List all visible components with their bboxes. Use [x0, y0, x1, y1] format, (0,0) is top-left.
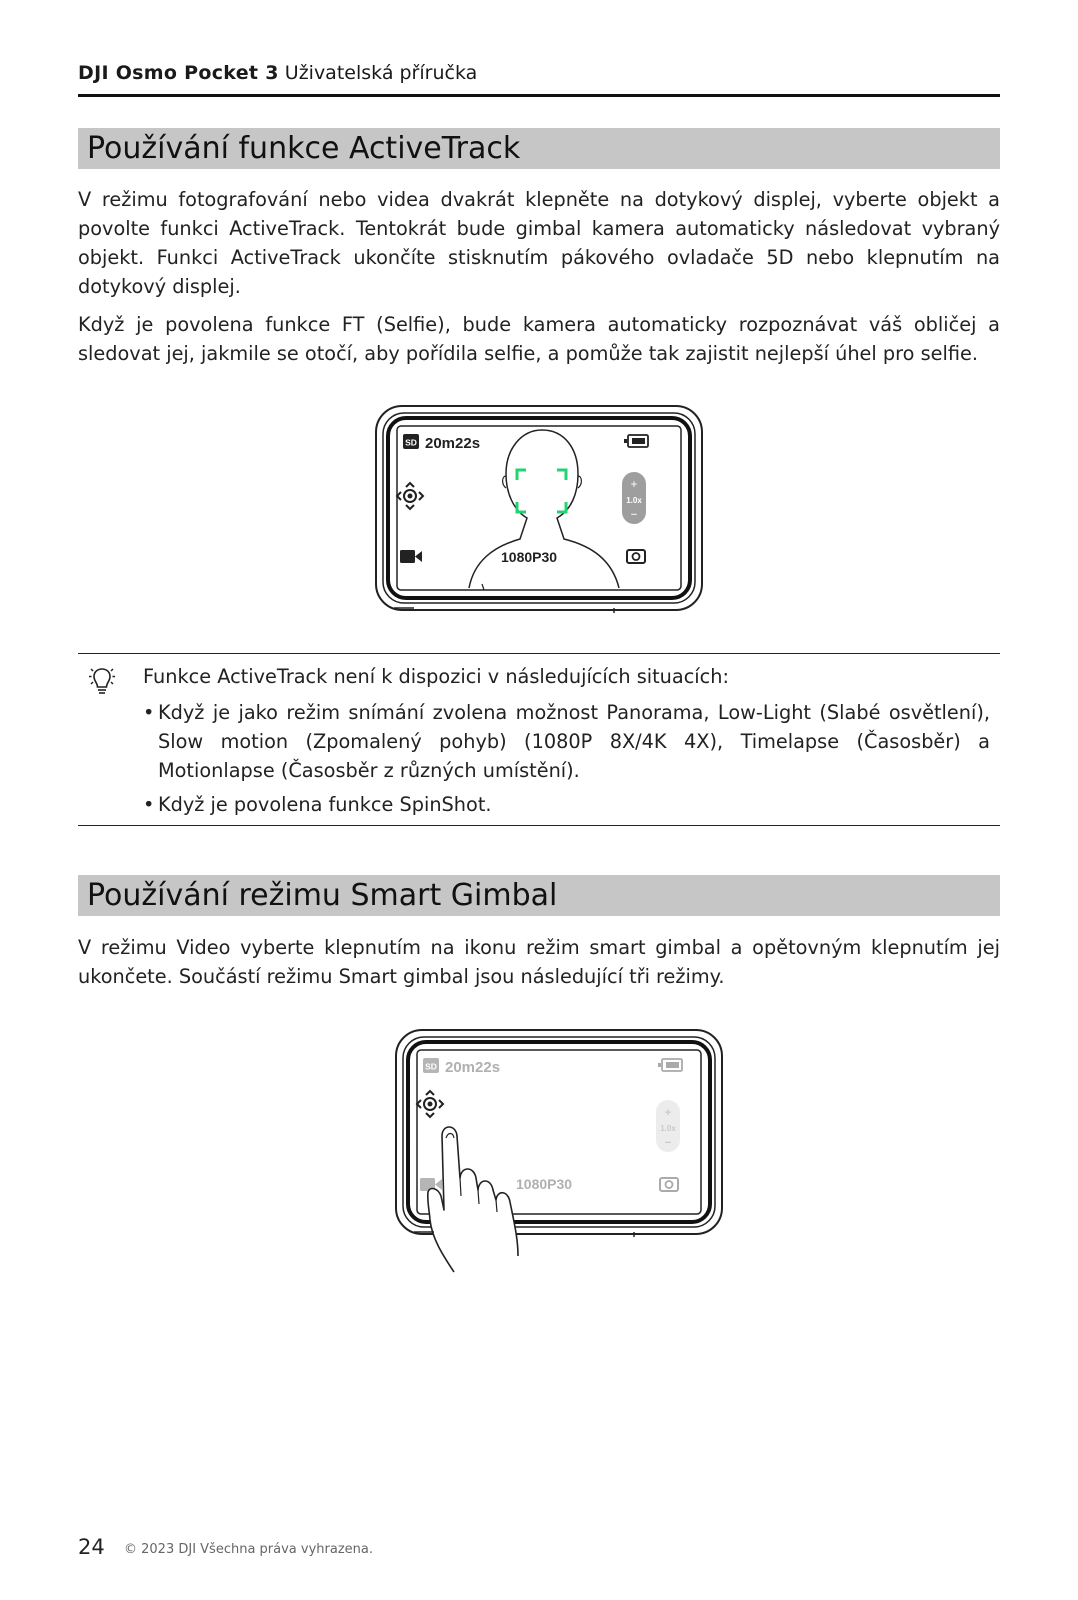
zoom-minus: −: [664, 1137, 672, 1149]
sd-label: SD: [425, 1061, 437, 1072]
tip-list: [143, 698, 990, 824]
tip-list-item: • Když je jako režim snímání zvolena možnost Panorama, Low-Light (Slabé osvětlení), Slow motion (Zpomalený pohyb) (1080P 8X/4K 4X), Timelapse (Časosběr) a Motionlapse (Časosběr z různých umístění).: [143, 698, 990, 785]
zoom-minus: −: [630, 509, 638, 521]
sd-label: SD: [405, 437, 417, 448]
page-number: 24: [78, 1535, 105, 1559]
zoom-plus: +: [630, 479, 638, 491]
resolution-label: 1080P30: [516, 1176, 573, 1192]
section-heading-smart-gimbal: [78, 875, 1000, 916]
zoom-level: 1.0x: [626, 496, 642, 505]
remaining-time: 20m22s: [425, 435, 481, 452]
zoom-plus: +: [664, 1107, 672, 1119]
smart-gimbal-screen-illustration: [394, 1028, 728, 1274]
lightbulb-icon: [88, 666, 116, 696]
tip-list-item: • Když je povolena funkce SpinShot.: [143, 790, 990, 819]
tip-intro: Funkce ActiveTrack není k dispozici v následujících situacích:: [143, 665, 729, 688]
header-title: [78, 62, 477, 84]
paragraph-selfie: Když je povolena funkce FT (Selfie), bude kamera automaticky rozpoznávat váš obličej a sledovat jej, jakmile se otočí, aby pořídila selfie, a pomůže tak zajistit nejlepší úhel pro selfie.: [78, 313, 1000, 365]
zoom-level: 1.0x: [660, 1124, 676, 1133]
section-heading-activetrack: [78, 128, 1000, 169]
header-brand: DJI Osmo Pocket 3: [78, 62, 279, 84]
header-subtitle: Uživatelská příručka: [284, 62, 478, 84]
remaining-time: 20m22s: [445, 1059, 501, 1076]
section-title: Používání režimu Smart Gimbal: [87, 878, 558, 913]
paragraph-smart-gimbal: V režimu Video vyberte klepnutím na ikonu režim smart gimbal a opětovným klepnutím jej ukončete. Součástí režimu Smart gimbal jsou následující tři režimy.: [78, 936, 1000, 988]
copyright-text: © 2023 DJI Všechna práva vyhrazena.: [124, 1542, 373, 1557]
resolution-label: 1080P30: [501, 549, 558, 565]
page-header: [78, 60, 1000, 97]
section-title: Používání funkce ActiveTrack: [87, 131, 521, 166]
activetrack-screen-illustration: [374, 404, 704, 614]
tip-box: [78, 653, 1000, 826]
paragraph-activetrack-intro: V režimu fotografování nebo videa dvakrát klepněte na dotykový displej, vyberte objekt a povolte funkci ActiveTrack. Tentokrát bude gimbal kamera automaticky následovat vybraný objekt. Funkci ActiveTrack ukončíte stisknutím pákového ovladače 5D nebo klepnutím na dotykový displej.: [78, 188, 1000, 298]
